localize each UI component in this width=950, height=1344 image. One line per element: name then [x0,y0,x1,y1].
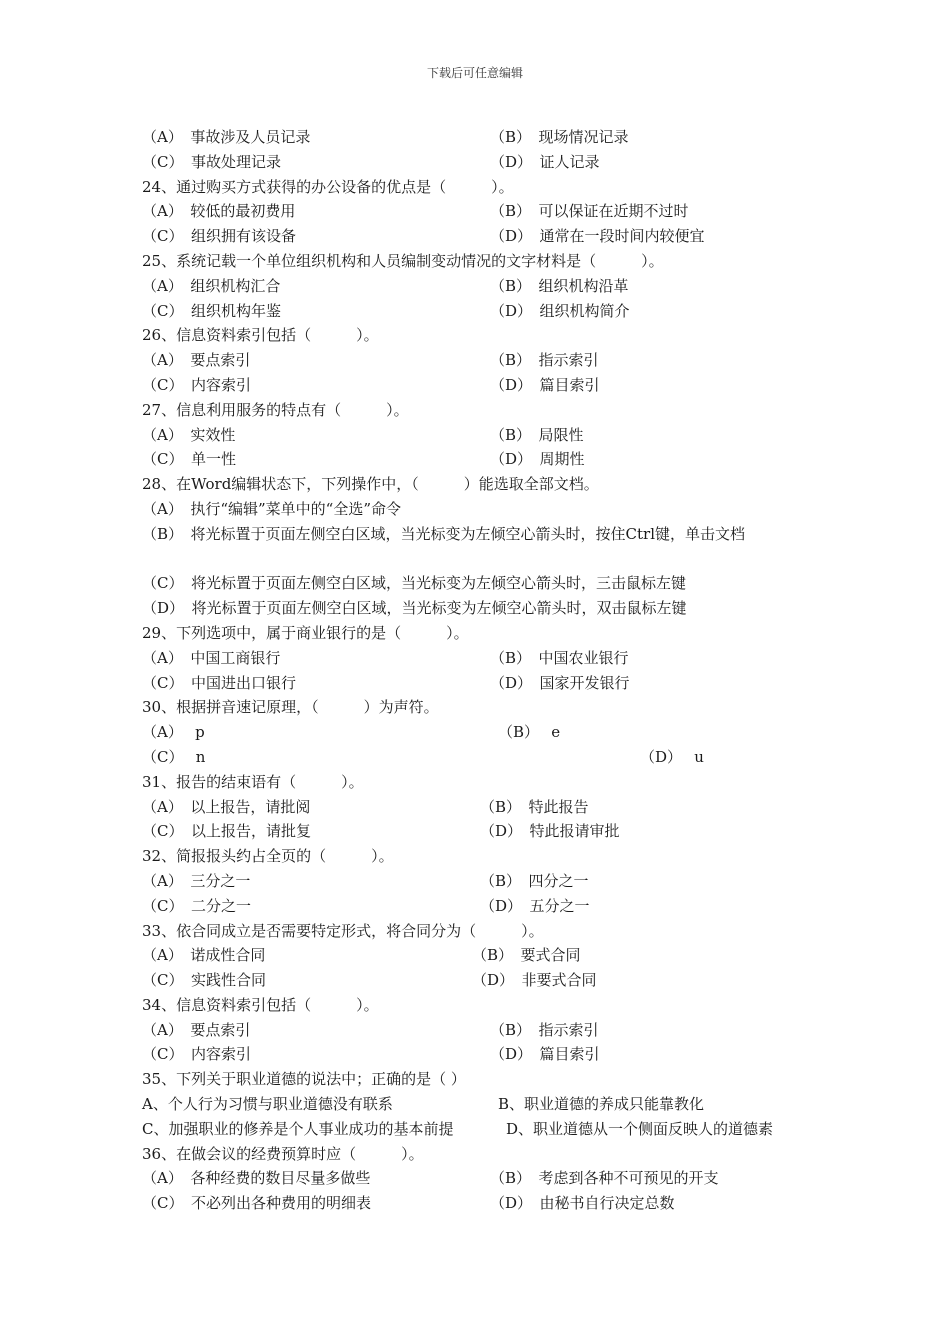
option-line [142,199,822,224]
question-text: 34、信息资料索引包括（ ）。 [142,995,379,1014]
option-text: （B） 考虑到各种不可预见的开支 [490,1169,719,1188]
option-text: （D） 周期性 [490,450,585,469]
question-text: 29、下列选项中，属于商业银行的是（ ）。 [142,623,469,642]
option-text: （C） 组织机构年鉴 [142,301,281,320]
option-text: （D） 将光标置于页面左侧空白区域，当光标变为左倾空心箭头时，双击鼠标左键 [142,599,687,618]
option-line [142,720,822,745]
option-text: B、职业道德的养成只能靠教化 [498,1095,705,1114]
option-line [142,571,822,596]
option-text: （C） n [142,747,206,766]
option-text: （A） 要点索引 [142,351,251,370]
option-text: （D） 由秘书自行决定总数 [490,1194,675,1213]
question-text: 33、依合同成立是否需要特定形式，将合同分为（ ）。 [142,921,544,940]
option-text: （A） 各种经费的数目尽量多做些 [142,1169,371,1188]
option-line [142,1092,822,1117]
question-stem [142,398,822,423]
option-text: （A） 要点索引 [142,1020,251,1039]
option-line [142,1018,822,1043]
option-text: （C） 不必列出各种费用的明细表 [142,1194,371,1213]
option-text: （C） 单一性 [142,450,236,469]
option-line [142,819,822,844]
option-line [142,869,822,894]
question-text: 26、信息资料索引包括（ ）。 [142,326,379,345]
option-text: （A） 诺成性合同 [142,946,266,965]
option-text: （C） 实践性合同 [142,971,266,990]
option-line [142,943,822,968]
option-text: （A） 以上报告，请批阅 [142,797,311,816]
question-stem [142,323,822,348]
option-text: （C） 组织拥有该设备 [142,227,296,246]
option-text: （B） 指示索引 [490,351,599,370]
option-line [142,522,822,572]
option-line [142,373,822,398]
option-text: （A） 执行“编辑”菜单中的“全选”命令 [142,499,402,518]
option-text: （B） 中国农业银行 [490,648,629,667]
option-line [142,497,822,522]
option-text: （D） 组织机构简介 [490,301,630,320]
option-text: （D） 五分之一 [480,896,590,915]
option-text: （C） 内容索引 [142,1045,251,1064]
option-line [142,596,822,621]
option-text: （D） 非要式合同 [472,971,597,990]
option-text: （B） 要式合同 [472,946,581,965]
option-text: （C） 事故处理记录 [142,152,281,171]
option-text: （A） 组织机构汇合 [142,276,281,295]
question-text: 30、根据拼音速记原理，（ ）为声符。 [142,698,439,717]
question-text: 31、报告的结束语有（ ）。 [142,772,364,791]
option-text: （B） 可以保证在近期不过时 [490,202,689,221]
option-text: （C） 将光标置于页面左侧空白区域，当光标变为左倾空心箭头时，三击鼠标左键 [142,574,686,593]
option-line [142,299,822,324]
question-text: 32、简报报头约占全页的（ ）。 [142,847,394,866]
option-text: C、加强职业的修养是个人事业成功的基本前提 [142,1119,454,1138]
option-line [142,671,822,696]
option-text: （B） 将光标置于页面左侧空白区域，当光标变为左倾空心箭头时，按住Ctrl键，单击文档 [142,524,745,543]
question-text: 28、在Word编辑状态下，下列操作中，（ ）能选取全部文档。 [142,475,599,494]
question-stem [142,695,822,720]
option-text: （D） u [640,747,704,766]
question-list [142,125,822,1216]
option-text: （B） e [498,723,561,742]
option-line [142,150,822,175]
option-text: （A） 较低的最初费用 [142,202,296,221]
option-line [142,1191,822,1216]
question-text: 36、在做会议的经费预算时应（ ）。 [142,1144,424,1163]
question-stem [142,993,822,1018]
option-text: （B） 组织机构沿革 [490,276,629,295]
question-text: 27、信息利用服务的特点有（ ）。 [142,400,409,419]
option-text: （C） 内容索引 [142,375,251,394]
option-text: （B） 指示索引 [490,1020,599,1039]
option-line [142,224,822,249]
option-line [142,1117,822,1142]
option-line [142,1166,822,1191]
option-text: D、职业道德从一个侧面反映人的道德素 [506,1119,774,1138]
option-line [142,1042,822,1067]
question-stem [142,472,822,497]
question-stem [142,175,822,200]
option-text: （D） 证人记录 [490,152,600,171]
question-stem [142,1142,822,1167]
option-line [142,447,822,472]
page-header: 下载后可任意编辑 [426,66,523,80]
option-text: （A） 三分之一 [142,871,251,890]
option-line [142,745,822,770]
option-line [142,274,822,299]
option-line [142,348,822,373]
option-text: A、个人行为习惯与职业道德没有联系 [142,1095,393,1114]
question-stem [142,621,822,646]
option-text: （A） 中国工商银行 [142,648,281,667]
option-text: （B） 现场情况记录 [490,128,629,146]
option-text: （A） p [142,723,205,742]
option-text: （D） 篇目索引 [490,375,600,394]
question-stem [142,844,822,869]
option-text: （C） 以上报告，请批复 [142,822,311,841]
option-text: （C） 二分之一 [142,896,251,915]
option-line [142,968,822,993]
question-stem [142,1067,822,1092]
option-text: （A） 实效性 [142,425,236,444]
option-line [142,423,822,448]
option-line [142,646,822,671]
question-text: 25、系统记载一个单位组织机构和人员编制变动情况的文字材料是（ ）。 [142,251,664,270]
option-line [142,795,822,820]
question-stem [142,919,822,944]
question-text: 35、下列关于职业道德的说法中；正确的是（ ） [142,1070,466,1089]
question-stem [142,249,822,274]
option-text: （B） 特此报告 [480,797,589,816]
option-line [142,894,822,919]
option-text: （B） 局限性 [490,425,584,444]
option-text: （A） 事故涉及人员记录 [142,128,311,146]
question-stem [142,770,822,795]
option-text: （C） 中国进出口银行 [142,673,296,692]
option-text: （D） 国家开发银行 [490,673,630,692]
option-text: （D） 篇目索引 [490,1045,600,1064]
option-line [142,125,822,150]
question-text: 24、通过购买方式获得的办公设备的优点是（ ）。 [142,177,514,196]
option-text: （D） 特此报请审批 [480,822,620,841]
option-text: （D） 通常在一段时间内较便宜 [490,227,705,246]
option-text: （B） 四分之一 [480,871,589,890]
